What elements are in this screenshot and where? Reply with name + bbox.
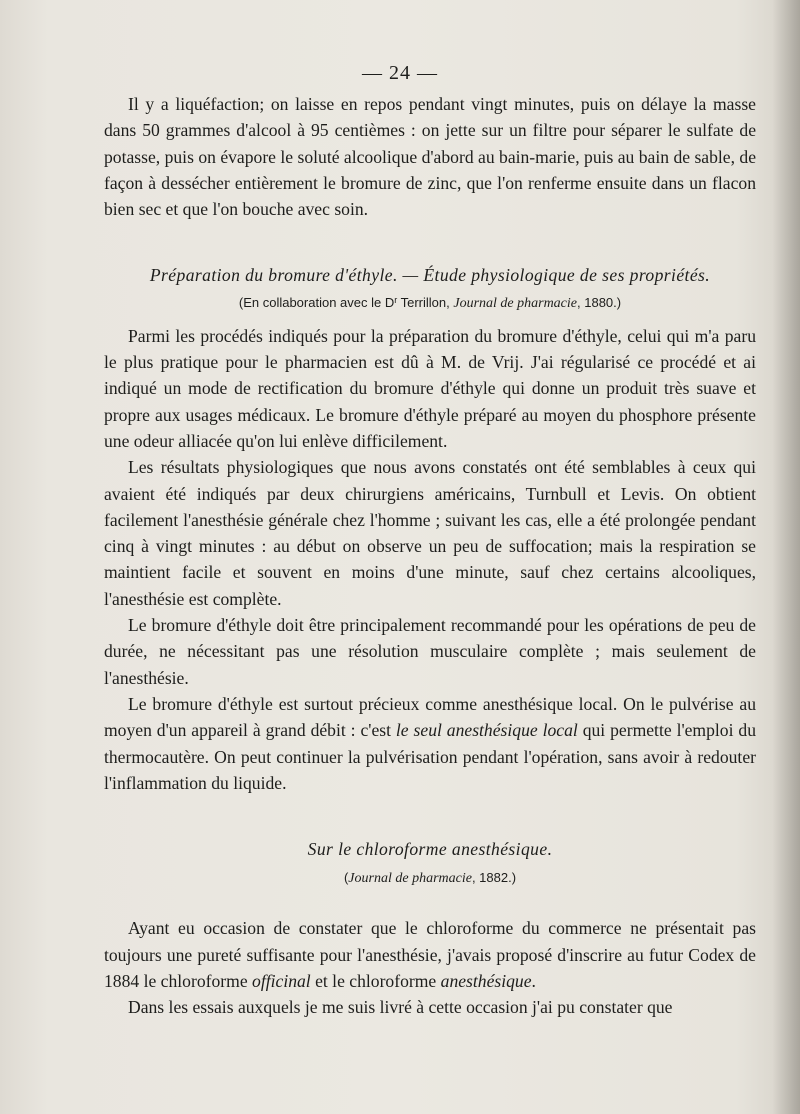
paragraph-anesthesique-local: Le bromure d'éthyle est surtout précieux comme anesthésique local. On le pulvérise au moyen d'un appareil à grand débit : c'est le seul anesthésique local qui permette l'emploi du thermocautère. On peut continuer la pulvérisation pendant l'opération, sans avoir à redouter l'inflammation du liquide. [104,693,756,793]
paragraph-essais: Dans les essais auxquels je me suis livré à cette occasion j'ai pu constater que [128,997,673,1018]
section-heading-chloroforme: Sur le chloroforme anesthésique. [307,839,553,860]
paragraph-liquefaction: Il y a liquéfaction; on laisse en repos pendant vingt minutes, puis on délaye la masse dans 50 grammes d'alcool à 95 centièmes : on jette sur un filtre pour séparer le sulfate de potasse, puis on évapore le soluté alcoolique d'abord au bain-marie, puis au bain de sable, de façon à dessécher entièrement le bromure de zinc, que l'on renferme ensuite dans un flacon bien sec et que l'on bouche avec soin. [104,94,756,220]
paragraph-chloroforme: Ayant eu occasion de constater que le chloroforme du commerce ne présentait pas toujours une pureté suffisante pour l'anesthésie, j'avais proposé d'inscrire au futur Codex de 1884 le chloroforme officinal et le chloroforme anesthésique. [104,918,756,992]
page-number: — 24 — [362,62,438,84]
paragraph-preparation: Parmi les procédés indiqués pour la préparation du bromure d'éthyle, celui qui m'a paru le plus pratique pour le pharmacien est dû à M. de Vrij. J'ai régularisé ce procédé et ai indiqué un mode de rectification du bromure d'éthyle qui donne un produit très suave et propre aux usages médicaux. Le bromure d'éthyle préparé au moyen du phosphore présente une odeur alliacée qu'on lui enlève difficilement. [104,325,756,451]
paragraph-recommandation: Le bromure d'éthyle doit être principalement recommandé pour les opérations de peu de durée, ne nécessitant pas une résolution musculaire complète ; mais seulement de l'anesthésie. [104,615,756,688]
paragraph-resultats: Les résultats physiologiques que nous avons constatés ont été semblables à ceux qui avaient été indiqués par deux chirurgiens américains, Turnbull et Levis. On obtient facilement l'anesthésie générale chez l'homme ; suivant les cas, elle a été prolongée pendant cinq à vingt minutes : au début on observe un peu de suffocation; mais la respiration se maintient facile et souvent en moins d'une minute, sauf chez certains alcooliques, l'anesthésie est complète. [104,457,756,609]
section-reference-bromure: (En collaboration avec le $D^r$ Terrillon, Journal de pharmacie, 1880.) [238,294,622,311]
page-edge-shadow [772,0,800,1114]
section-heading-bromure: Préparation du bromure d'éthyle. — Étude physiologique de ses propriétés. [149,265,711,286]
section-reference-chloroforme: (Journal de pharmacie, 1882.) [343,870,517,887]
page-body [104,91,756,1021]
